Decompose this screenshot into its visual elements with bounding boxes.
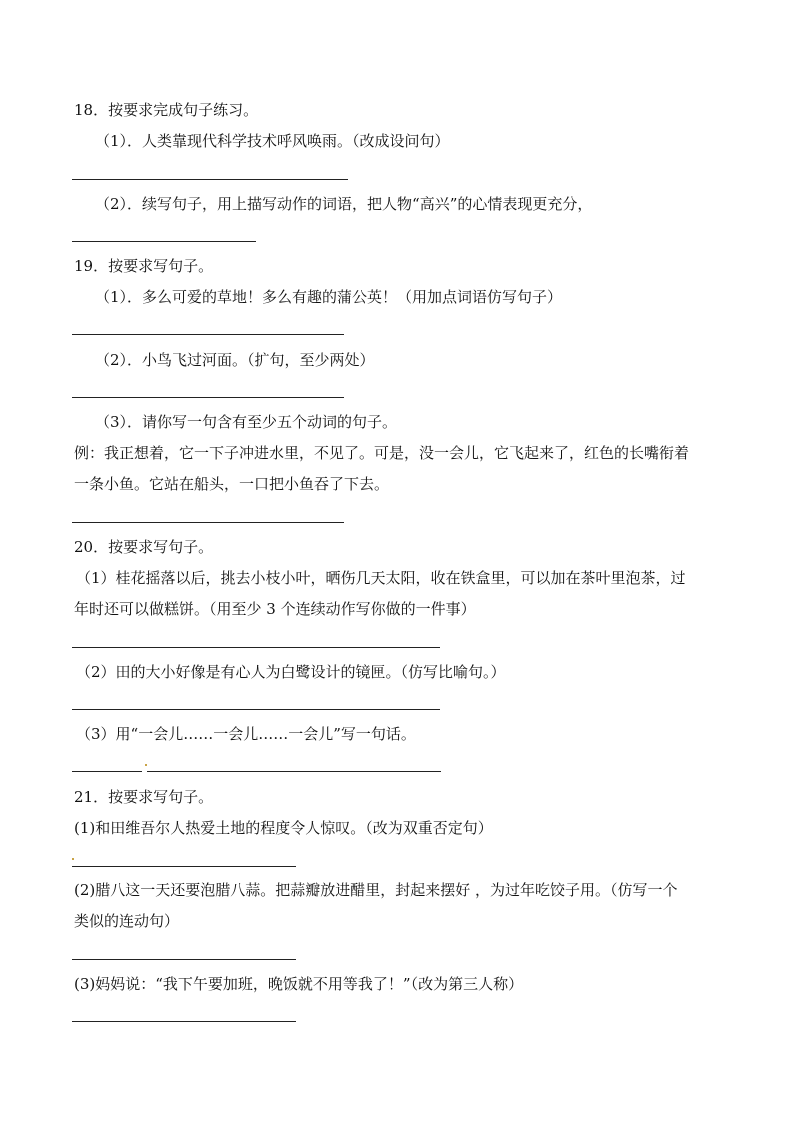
q20-answer-line-2[interactable] bbox=[72, 709, 440, 710]
q18-item-2: （2）．续写句子，用上描写动作的词语，把人物“高兴”的心情表现更充分， bbox=[95, 195, 593, 213]
q19-example-line-1: 例：我正想着，它一下子冲进水里，不见了。可是，没一会儿，它飞起来了，红色的长嘴衔着 bbox=[74, 444, 690, 462]
q20-item-2: （2）田的大小好像是有心人为白鹭设计的镜匣。（仿写比喻句。） bbox=[76, 663, 506, 681]
q19-example-line-2: 一条小鱼。它站在船头，一口把小鱼吞了下去。 bbox=[74, 475, 390, 493]
q19-item-3: （3）．请你写一句含有至少五个动词的句子。 bbox=[95, 413, 398, 431]
q20-item-1-line-2: 年时还可以做糕饼。（用至少 3 个连续动作写你做的一件事） bbox=[74, 600, 476, 618]
q20-answer-line-3a[interactable] bbox=[72, 771, 142, 772]
q21-title: 21．按要求写句子。 bbox=[74, 788, 214, 806]
q21-answer-line-3[interactable] bbox=[72, 1021, 296, 1022]
q20-answer-line-3b[interactable] bbox=[147, 771, 441, 772]
q21-item-2-line-1: (2)腊八这一天还要泡腊八蒜。把蒜瓣放进醋里，封起来摆好 ，为过年吃饺子用。（仿写一个 bbox=[74, 881, 678, 899]
q19-item-1: （1）．多么可爱的草地！多么有趣的蒲公英！（用加点词语仿写句子） bbox=[95, 288, 563, 306]
q20-title: 20．按要求写句子。 bbox=[74, 538, 214, 556]
q21-answer-line-2[interactable] bbox=[72, 959, 296, 960]
q18-title: 18．按要求完成句子练习。 bbox=[74, 101, 259, 119]
q21-answer-line-1[interactable] bbox=[72, 866, 296, 867]
q21-item-1: (1)和田维吾尔人热爱土地的程度令人惊叹。（改为双重否定句） bbox=[74, 819, 493, 837]
q20-item-1-line-1: （1）桂花摇落以后，挑去小枝小叶，晒伤几天太阳，收在铁盒里，可以加在茶叶里泡茶，过 bbox=[76, 569, 686, 587]
q20-answer-line-1[interactable] bbox=[72, 647, 440, 648]
q21-item-3: (3)妈妈说：“我下午要加班，晚饭就不用等我了！”（改为第三人称） bbox=[74, 975, 524, 993]
q19-answer-line-1[interactable] bbox=[72, 334, 344, 335]
q18-answer-line-2[interactable] bbox=[72, 241, 256, 242]
q18-item-1: （1）．人类靠现代科学技术呼风唤雨。（改成设问句） bbox=[95, 132, 450, 150]
stray-mark bbox=[145, 764, 147, 766]
q19-answer-line-3[interactable] bbox=[72, 522, 344, 523]
q20-item-3: （3）用“一会儿……一会儿……一会儿”写一句话。 bbox=[76, 725, 416, 743]
q19-item-2: （2）．小鸟飞过河面。（扩句，至少两处） bbox=[95, 351, 375, 369]
q19-answer-line-2[interactable] bbox=[72, 397, 344, 398]
q21-item-2-line-2: 类似的连动句） bbox=[74, 912, 180, 930]
q19-title: 19．按要求写句子。 bbox=[74, 257, 214, 275]
stray-mark bbox=[72, 858, 74, 860]
q18-answer-line-1[interactable] bbox=[72, 179, 348, 180]
